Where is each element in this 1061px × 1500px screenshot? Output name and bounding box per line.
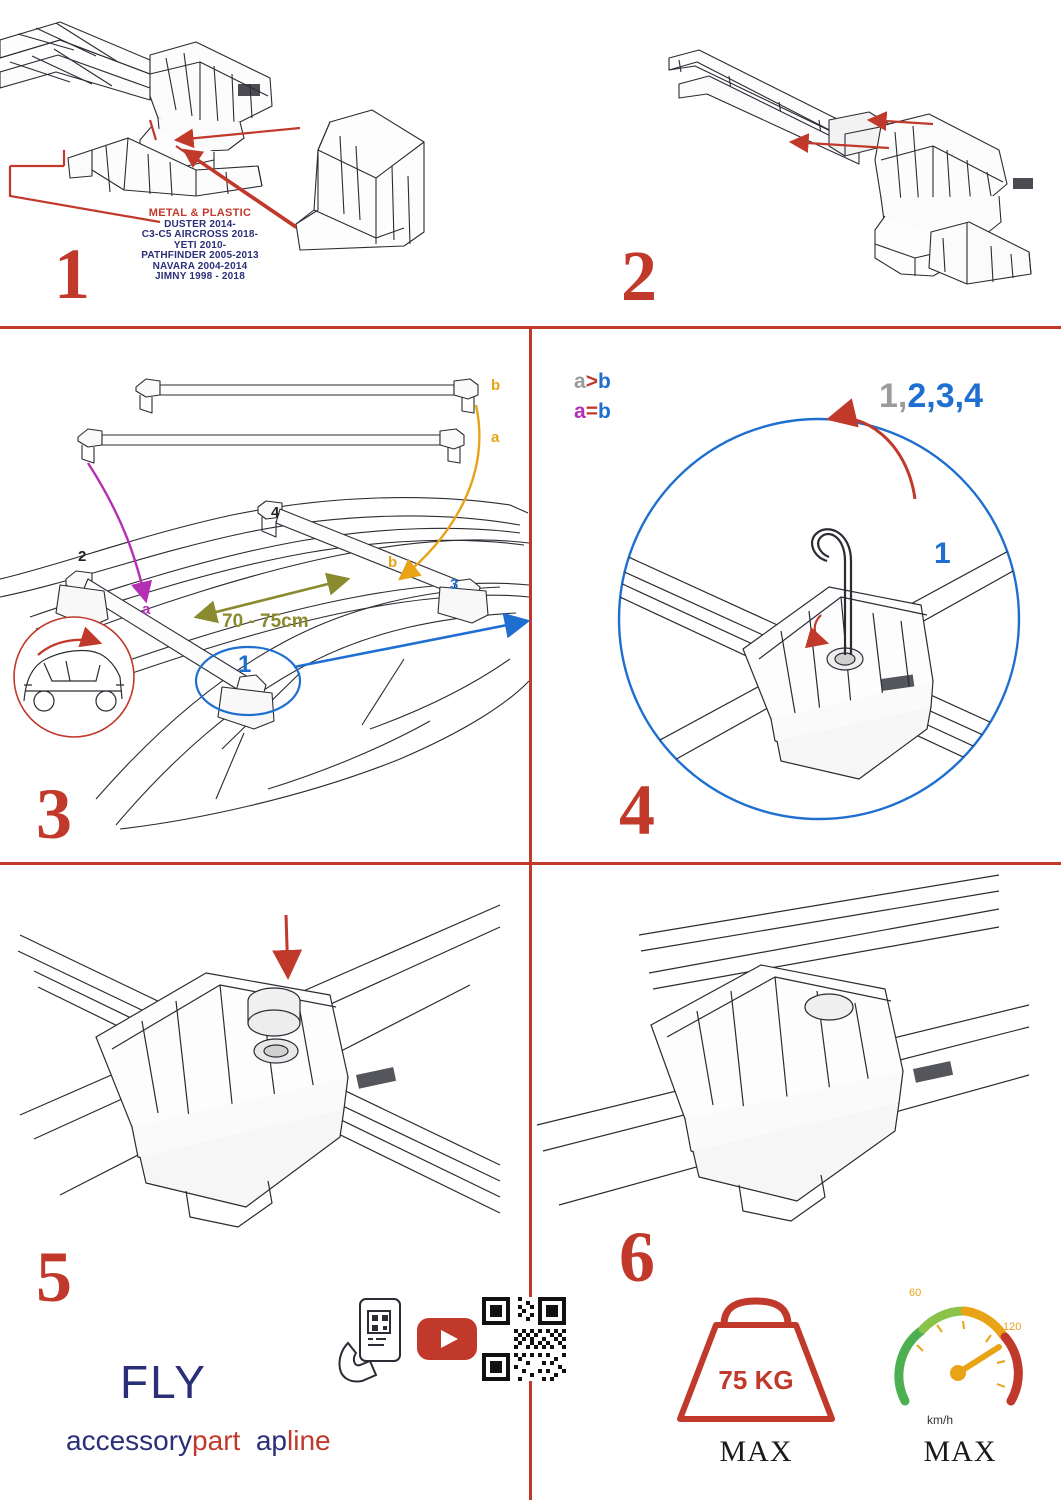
step-number-3: 3 [36, 774, 72, 854]
press-arrow [286, 915, 288, 977]
sequence-first: 1, [879, 377, 908, 415]
rule2-b: b [597, 400, 611, 423]
speed-tick-high: 120 [1003, 1321, 1022, 1333]
label-a-top: a [491, 429, 500, 446]
compat-model-2: YETI 2010- [173, 239, 227, 251]
panel-step-4 [529, 329, 1061, 862]
step2-illustration [529, 0, 1061, 326]
speed-tick-low: 60 [909, 1287, 922, 1299]
rule1-a: a [574, 370, 586, 393]
max-weight-icon [672, 1295, 840, 1425]
callout-number-1: 1 [934, 537, 951, 570]
rule2-a: a [574, 400, 586, 423]
detail-pointer [294, 621, 528, 667]
guide-curve-magenta [88, 463, 146, 601]
max-speed-label: MAX [923, 1435, 997, 1468]
apline-logo-mark-2 [1013, 178, 1033, 189]
rule1-op: > [585, 370, 598, 393]
qr-scan-phone-icon [330, 1295, 410, 1387]
panel-step-1 [0, 0, 529, 326]
compat-model-3: PATHFINDER 2005-2013 [141, 250, 259, 262]
distance-label: 70 - 75cm [222, 611, 309, 632]
max-speed-icon [887, 1295, 1029, 1427]
apline-logo-mark-6 [913, 1061, 953, 1083]
brand-ap: ap [255, 1425, 288, 1456]
step5-illustration [0, 865, 529, 1285]
max-weight-label: MAX [719, 1435, 793, 1468]
bar-number-2: 2 [78, 548, 87, 565]
panel-step-6 [529, 865, 1061, 1500]
bar-number-1: 1 [238, 651, 252, 678]
bar-number-4: 4 [271, 504, 280, 521]
label-b-mid: b [388, 554, 398, 571]
youtube-icon[interactable] [416, 1317, 478, 1361]
compat-model-4: NAVARA 2004-2014 [152, 260, 248, 272]
compatibility-note [86, 208, 314, 283]
panel-step-5 [0, 865, 529, 1500]
step-number-6: 6 [619, 1217, 655, 1297]
compat-model-5: JIMNY 1998 - 2018 [155, 271, 245, 283]
brand-subline [66, 1425, 331, 1457]
car-direction-inset [14, 617, 134, 737]
step3-illustration [0, 329, 529, 862]
brand-line: line [287, 1425, 331, 1456]
bar-number-3: 3 [450, 576, 459, 593]
step-number-1: 1 [54, 234, 90, 314]
apline-logo-mark [238, 84, 260, 96]
panel-step-3 [0, 329, 529, 862]
compat-model-1: C3-C5 AIRCROSS 2018- [141, 229, 259, 241]
step-number-5: 5 [36, 1237, 72, 1317]
max-weight-value: 75 KG [718, 1365, 794, 1395]
step-number-4: 4 [619, 770, 655, 850]
label-a-mid: a [142, 601, 151, 618]
brand-accessory: accessory [66, 1425, 193, 1456]
step-number-2: 2 [621, 236, 657, 316]
rule1-b: b [597, 370, 611, 393]
brand-part: part [192, 1425, 241, 1456]
speed-unit: km/h [927, 1413, 954, 1427]
tighten-sequence [879, 377, 983, 416]
panel-step-2 [529, 0, 1061, 326]
compat-model-0: DUSTER 2014- [164, 218, 236, 230]
apline-logo-mark-5 [356, 1067, 396, 1089]
label-b-top: b [491, 377, 501, 394]
step6-illustration [529, 865, 1061, 1265]
brand-fly: FLY [120, 1356, 207, 1408]
rule2-op: = [585, 400, 598, 423]
sequence-rest: 2,3,4 [907, 377, 983, 415]
compat-title: METAL & PLASTIC [148, 207, 252, 219]
